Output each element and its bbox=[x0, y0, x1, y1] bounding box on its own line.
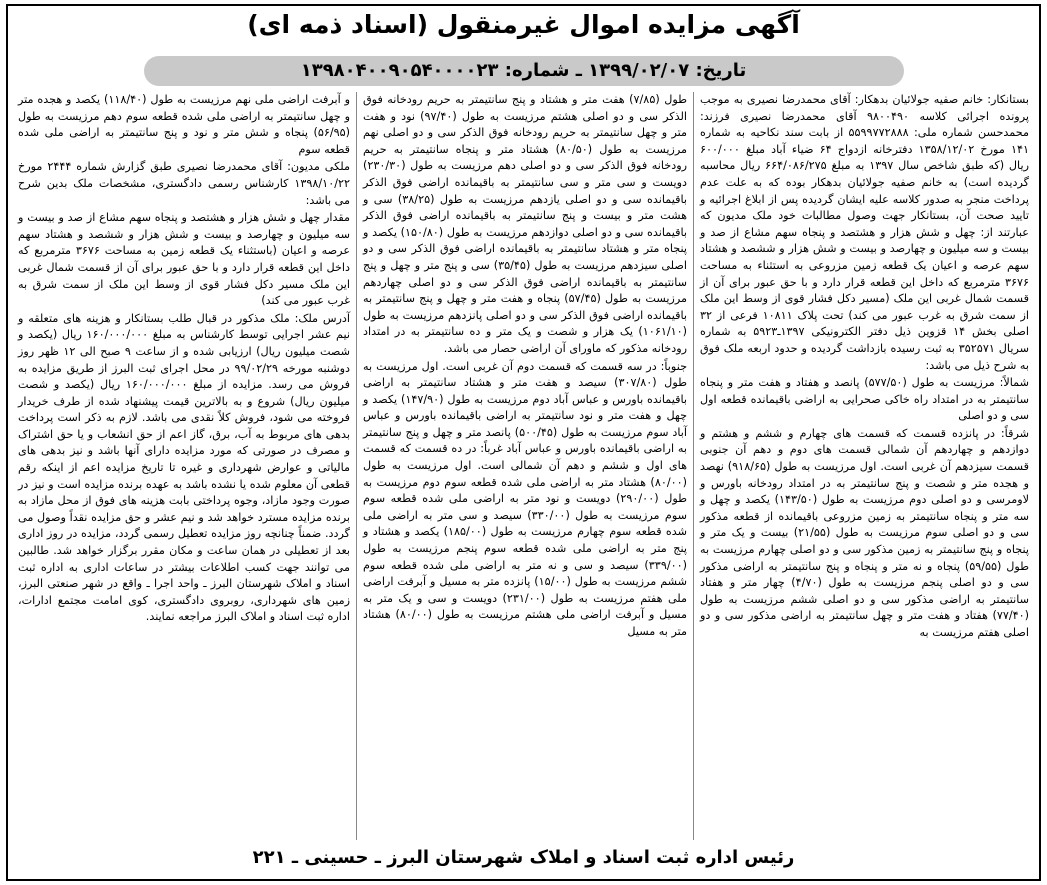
date-and-number-banner: تاریخ: ۱۳۹۹/۰۲/۰۷ ـ شماره: ۱۳۹۸۰۴۰۰۹۰۵۴۰۰۰۰۲۳ bbox=[144, 56, 904, 86]
paragraph: آدرس ملک: ملک مذکور در قبال طلب بستانکار و هزینه های متعلقه و نیم عشر اجرایی توسط کارشناس به مبلغ ۱۶۰/۰۰۰/۰۰۰ ریال (یکصد و شصت میلیون ریال) ارزیابی شده و از ساعت ۹ صبح الی ۱۲ ظهر روز دوشنبه مورخه ۹۹/۰۲/۲۹ در محل اجرای ثبت البرز از طریق مزایده به فروش می رسد. مزایده از مبلغ ۱۶۰/۰۰۰/۰۰۰ ریال (یکصد و شصت میلیون ریال) شروع و به بالاترین قیمت پیشنهاد شده از طرف خریدار فروخته می شود، فروش کلاً نقدی می باشد. لازم به ذکر است پرداخت بدهی های مربوط به آب، برق، گاز اعم از حق انشعاب و یا حق اشتراک و مصرف در صورتی که مورد مزایده دارای آنها باشد و نیز بدهی های مالیاتی و عوارض شهرداری و غیره تا تاریخ مزایده اعم از اینکه رقم قطعی آن معلوم شده یا نشده باشد به عهده برنده مزایده است و نیز در صورت وجود مازاد، وجوه پرداختی بابت هزینه های فوق از محل مازاد به برنده مزایده مسترد خواهد شد و نیم عشر و حق مزایده نقداً وصول می گردد. ضمناً چنانچه روز مزایده تعطیل رسمی گردد، مزایده در روز اداری بعد از تعطیلی در همان ساعت و مکان مقرر برگزار خواهد شد. طالبین می توانند جهت کسب اطلاعات بیشتر در ساعات اداری به اداره ثبت اسناد و املاک شهرستان البرز ـ واحد اجرا ـ واقع در شهر صنعتی البرز، زمین های شهرداری، روبروی دادگستری، کوی امامت مجتمع ادارات، اداره ثبت اسناد و املاک البرز مراجعه نمایند. bbox=[18, 311, 351, 624]
notice-body bbox=[12, 92, 1035, 840]
column-middle bbox=[356, 92, 693, 840]
notice-title: آگهی مزایده اموال غیرمنقول (اسناد ذمه ای) bbox=[247, 10, 800, 39]
paragraph: شرقاً: در پانزده قسمت که قسمت های چهارم و ششم و هشتم و دوازدهم و چهاردهم آن شمالی قسمت های دوم و دهم آن جنوبی قسمت سیزدهم آن غربی است. اول مرزیست به طول (۹۱۸/۶۵) نهصد و هجده متر و شصت و پنج سانتیمتر به در امتداد رودخانه باورس و لاومرسی و دو اصلی دوم مرزیست به طول (۱۴۳/۵۰) یکصد و چهل و سه متر و پنجاه سانتیمتر به زمین مزروعی باقیمانده از قطعه مذکور سی و دو اصلی سوم مرزیست به طول (۲۱/۵۵) بیست و یک متر و پنجاه و پنج سانتیمتر به زمین مذکور سی و دو اصلی چهارم مرزیست به طول (۵۹/۵۵) پنجاه و نه متر و پنجاه و پنج سانتیمتر به اراضی مذکور سی و دو اصلی پنجم مرزیست به طول (۴/۷۰) چهار متر و هفتاد سانتیمتر به اراضی مذکور سی و دو اصلی ششم مرزیست به طول (۷۷/۴۰) هفتاد و هفت متر و چهل سانتیمتر به اراضی مذکور سی و دو اصلی هفتم مرزیست به bbox=[700, 426, 1030, 639]
paragraph: شمالاً: مرزیست به طول (۵۷۷/۵۰) پانصد و هفتاد و هفت متر و پنجاه سانتیمتر به در امتداد راه خاکی صحرایی به اراضی باقیمانده قطعه اول سی و دو اصلی bbox=[700, 376, 1030, 423]
paragraph: و آبرفت اراضی ملی نهم مرزیست به طول (۱۱۸/۴۰) یکصد و هجده متر و چهل سانتیمتر به اراضی ملی شده قطعه سوم دهم مرزیست به طول (۵۶/۹۵) پنجاه و شش متر و نود و پنج سانتیمتر به اراضی ملی شده قطعه سوم bbox=[18, 93, 350, 156]
paragraph: جنوباً: در سه قسمت که قسمت دوم آن غربی است. اول مرزیست به طول (۳۰۷/۸۰) سیصد و هفت متر و هشتاد سانتیمتر به اراضی باقیمانده باورس و عباس آباد دوم مرزیست به طول (۱۴۷/۹۰) یکصد و چهل و هفت متر و نود سانتیمتر به اراضی باقیمانده باورس و عباس آباد سوم مرزیست به طول (۵۰۰/۴۵) پانصد متر و چهل و پنج سانتیمتر به اراضی باقیمانده باورس و عباس آباد غرباً: در ده قسمت که قسمت های اول و ششم و دهم آن شمالی است. اول مرزیست به طول (۸۰/۰۰) هشتاد متر به اراضی ملی شده قطعه سوم دوم مرزیست به طول (۲۹۰/۰۰) دویست و نود متر به اراضی ملی شده قطعه سوم سوم مرزیست به طول (۳۳۰/۰۰) سیصد و سی متر به اراضی ملی شده قطعه سوم چهارم مرزیست به طول (۱۸۵/۰۰) یکصد و هشتاد و پنج متر به اراضی ملی شده قطعه سوم پنجم مرزیست به طول (۳۳۹/۰۰) سیصد و سی و نه متر به اراضی ملی شده قطعه سوم ششم مرزیست به طول (۱۵/۰۰) پانزده متر به مسیل و آبرفت اراضی ملی هفتم مرزیست به طول (۲۳۱/۰۰) دویست و سی و یک متر به مسیل و آبرفت اراضی ملی هشتم مرزیست به طول (۸۰/۰۰) هشتاد متر به مسیل bbox=[363, 359, 687, 638]
signature-line: رئیس اداره ثبت اسناد و املاک شهرستان البرز ـ حسینی ـ ۲۲۱ bbox=[252, 847, 795, 868]
paragraph: مقدار چهل و شش هزار و هشتصد و پنجاه سهم مشاع از صد و بیست و سه میلیون و چهارصد و بیست و شش هزار و ششصد و هشتاد سهم عرصه و اعیان (باستثناء یک قطعه زمین به مساحت ۳۶۷۶ مترمربع که داخل این قطعه قرار دارد و با حق عبور برای آن از قسمت شمال غربی این ملک مسیر دکل فشار قوی از وسط این ملک از سمت شرق به غرب عبور می کند) bbox=[18, 211, 351, 308]
paragraph: بستانکار: خانم صفیه جولائیان بدهکار: آقای محمدرضا نصیری به موجب پرونده اجرائی کلاسه ۹۸۰۰۴۹۰ آقای محمدرضا نصیری فرزند: محمدحسن شماره ملی: ۵۵۹۹۷۷۲۸۸۸ از بابت سند نکاحیه به شماره ۱۴۱ مورخ ۱۳۵۸/۱۲/۰۲ دفترخانه ازدواج ۶۴ ضیاء آباد مبلغ ۶۰۰/۰۰۰ ریال (که طبق شاخص سال ۱۳۹۷ به مبلغ ۶۶۴/۰۸۶/۲۷۵ ریال محاسبه گردیده است) به خانم صفیه جولائیان بدهکار بوده که به علت عدم پرداخت منجر به صدور کلاسه علیه ایشان گردیده پس از ابلاغ اجرائیه و تایید صحت آن، بستانکار جهت وصول مطالبات خود ملک مدیون که عبارتند از: چهل و شش هزار و هشتصد و پنجاه سهم مشاع از صد و بیست و سه میلیون و چهارصد و بیست و شش هزار و ششصد و هشتاد سهم عرصه و اعیان یک قطعه زمین مزروعی به استثناء به مساحت ۳۶۷۶ مترمربع که داخل این قطعه قرار دارد و با حق عبور برای آن از قسمت شمال غربی این ملک (مسیر دکل فشار قوی از وسط این ملک از سمت شرق به غرب عبور می کند) تحت پلاک ۱۰۸۱۱ فرعی از ۳۲ اصلی بخش ۱۴ قزوین ذیل دفتر الکترونیکی ۱۳۹۷ـ۵۹۲۳ به شماره سریال ۳۵۲۵۷۱ به ثبت رسیده بازداشت گردیده و حدود اربعه ملک فوق به شرح ذیل می باشد: bbox=[700, 93, 1030, 372]
paragraph: ملکی مدیون: آقای محمدرضا نصیری طبق گزارش شماره ۲۴۴۴ مورخ ۱۳۹۸/۱۰/۲۲ کارشناس رسمی دادگستری، مشخصات ملک بدین شرح می باشد: bbox=[18, 160, 350, 207]
paragraph: طول (۷/۸۵) هفت متر و هشتاد و پنج سانتیمتر به حریم رودخانه فوق الذکر سی و دو اصلی هشتم مرزیست به طول (۹۷/۴۰) نود و هفت متر و چهل سانتیمتر به حریم رودخانه فوق الذکر سی و دو اصلی نهم مرزیست به طول (۸۰/۵۰) هشتاد متر و پنجاه سانتیمتر به حریم رودخانه فوق الذکر سی و دو اصلی دهم مرزیست به طول (۲۳۰/۳۰) دویست و سی متر و سی سانتیمتر به باقیمانده اراضی فوق الذکر باقیمانده سی و دو اصلی یازدهم مرزیست به طول (۳۸/۲۵) سی و هشت متر و بیست و پنج سانتیمتر به باقیمانده اراضی فوق الذکر باقیمانده سی و دو اصلی دوازدهم مرزیست به طول (۱۵۰/۸۰) یکصد و پنجاه متر و هشتاد سانتیمتر به باقیمانده اراضی فوق الذکر سی و دو اصلی سیزدهم مرزیست به طول (۳۵/۴۵) سی و پنج متر و چهل و پنج سانتیمتر به باقیمانده اراضی فوق الذکر سی و دو اصلی چهاردهم مرزیست به طول (۵۷/۴۵) پنجاه و هفت متر و چهل و پنج سانتیمتر به باقیمانده اراضی فوق الذکر سی و دو اصلی پانزدهم مرزیست به طول (۱۰۶۱/۱۰) یک هزار و شصت و یک متر و ده سانتیمتر به در امتداد رودخانه مذکور که ماورای آن اراضی حصار می باشد. bbox=[363, 93, 688, 355]
column-left bbox=[12, 92, 356, 840]
column-right bbox=[693, 92, 1035, 840]
